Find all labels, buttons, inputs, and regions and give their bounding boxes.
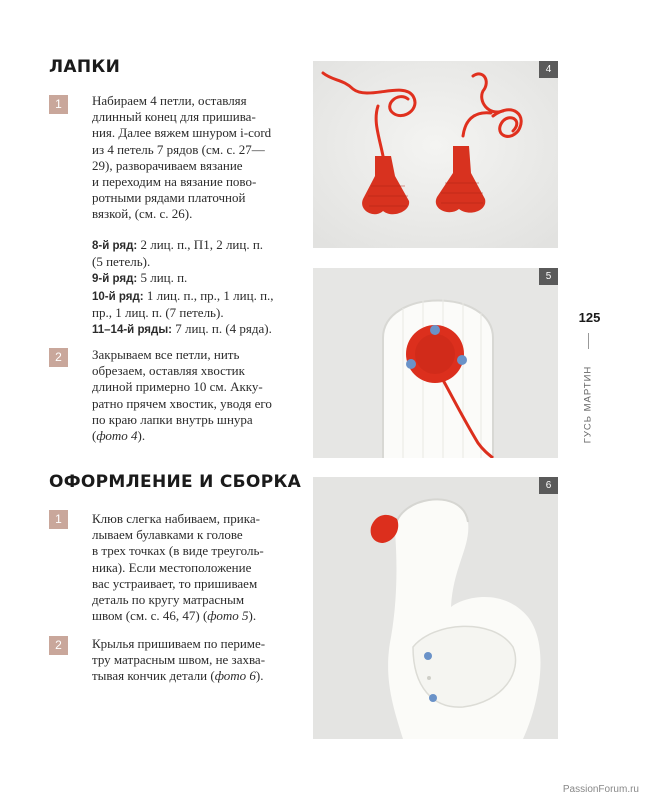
text-line: 29), разворачиваем вязание	[92, 157, 243, 173]
text-fragment: ).	[248, 608, 257, 624]
text-line: длинный конец для пришива-	[92, 109, 256, 125]
red-knitted-paws-photo	[313, 61, 558, 248]
text-line: длиной примерно 10 см. Акку-	[92, 379, 263, 395]
text-line: Клюв слегка набиваем, прика-	[92, 511, 260, 526]
page-number: 125	[578, 310, 601, 325]
step-text	[92, 93, 296, 223]
photo-reference: фото 4	[96, 428, 138, 444]
row-text: 2 лиц. п., П1, 2 лиц. п.	[140, 237, 264, 252]
text-line: Закрываем все петли, нить	[92, 347, 240, 362]
text-fragment: ).	[137, 428, 146, 444]
page-number-rule	[588, 333, 589, 349]
photo-number-badge: 6	[539, 477, 558, 494]
step-badge: 2	[49, 348, 68, 367]
text-line: из 4 петель 7 рядов (см. с. 27—	[92, 141, 265, 157]
text-line: и переходим на вязание пово-	[92, 174, 257, 190]
row-text: 7 лиц. п. (4 ряда).	[175, 321, 272, 337]
section-title-paws: ЛАПКИ	[49, 57, 121, 77]
row-label: 9-й ряд:	[92, 273, 138, 286]
photo-reference: фото 6	[214, 668, 256, 684]
text-fragment: ).	[255, 668, 264, 684]
running-head	[582, 360, 594, 450]
text-fragment: (	[92, 428, 97, 444]
step-text	[92, 347, 296, 444]
text-line: обрезаем, оставляя хвостик	[92, 363, 245, 379]
step-text	[92, 636, 296, 685]
step-badge: 1	[49, 95, 68, 114]
text-line: в трех точках (в виде треуголь-	[92, 543, 264, 559]
text-line: Набираем 4 петли, оставляя	[92, 93, 247, 108]
photo-number-badge: 5	[539, 268, 558, 285]
text-line: ния. Далее вяжем шнуром i-cord	[92, 125, 272, 141]
text-line: ратно прячем хвостик, уводя его	[92, 395, 272, 411]
text-line: ротными рядами платочной	[92, 190, 246, 206]
white-knitted-goose-photo	[313, 477, 558, 739]
text-line: ника). Если местоположение	[92, 559, 252, 575]
row-text: (5 петель).	[92, 254, 151, 270]
text-line: лываем булавками к голове	[92, 527, 243, 543]
step-text	[92, 511, 296, 624]
photo-reference: фото 5	[207, 608, 249, 624]
watermark: PassionForum.ru	[562, 784, 639, 795]
row-label: 11–14-й ряды:	[92, 324, 172, 337]
step-badge: 1	[49, 510, 68, 529]
photo-6	[313, 477, 558, 739]
photo-number-badge: 4	[539, 61, 558, 78]
section-title-assembly: ОФОРМЛЕНИЕ И СБОРКА	[49, 472, 302, 492]
text-line: деталь по кругу матрасным	[92, 592, 245, 608]
row-instructions	[92, 237, 296, 338]
step-badge: 2	[49, 636, 68, 655]
photo-4	[313, 61, 558, 248]
row-text: пр., 1 лиц. п. (7 петель).	[92, 304, 224, 320]
text-line: вас устраивает, то пришиваем	[92, 575, 258, 591]
row-text: 1 лиц. п., пр., 1 лиц. п.,	[146, 287, 274, 303]
text-line: по краю лапки внутрь шнура	[92, 411, 253, 427]
row-label: 8-й ряд:	[92, 240, 138, 252]
text-line: тру матрасным швом, не захва-	[92, 652, 266, 668]
running-head-text: ГУСЬ МАРТИН	[582, 365, 594, 444]
text-line: вязкой, (см. с. 26).	[92, 206, 193, 222]
text-line: Крылья пришиваем по периме-	[92, 636, 266, 651]
photo-5	[313, 268, 558, 458]
text-fragment: тывая кончик детали (	[92, 668, 215, 684]
goose-head-with-beak-pinned-photo	[313, 268, 558, 458]
text-fragment: швом (см. с. 46, 47) (	[92, 608, 208, 624]
row-label: 10-й ряд:	[92, 290, 144, 303]
row-text: 5 лиц. п.	[140, 270, 188, 286]
